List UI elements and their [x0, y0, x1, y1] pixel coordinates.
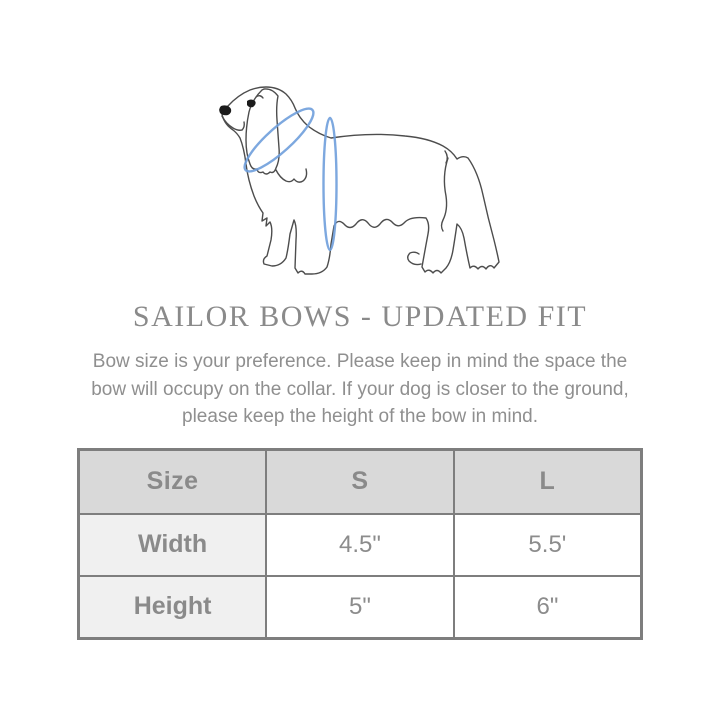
- description-paragraph: [50, 348, 670, 431]
- height-small-value: 5": [266, 576, 454, 639]
- width-small-value: 4.5": [266, 514, 454, 576]
- header-cell-small: S: [266, 449, 454, 514]
- row-label-height: Height: [79, 576, 267, 639]
- header-cell-size: Size: [79, 449, 267, 514]
- table-row-height: [79, 576, 642, 639]
- size-chart-header-row: [79, 449, 642, 514]
- dog-illustration: [0, 0, 720, 300]
- page-title: SAILOR BOWS - UPDATED FIT: [132, 300, 588, 333]
- description-line: bow will occupy on the collar. If your dog is closer to the ground,: [91, 378, 629, 400]
- table-row-width: [79, 514, 642, 576]
- dog-far-rear-paw: [408, 252, 421, 264]
- size-chart-table: [77, 448, 643, 640]
- header-cell-large: L: [454, 449, 642, 514]
- description-line: please keep the height of the bow in mind.: [182, 406, 538, 427]
- description-line: Bow size is your preference. Please keep in mind the space the: [92, 351, 628, 372]
- dog-figure: [0, 0, 720, 300]
- row-label-width: Width: [79, 514, 267, 576]
- width-large-value: 5.5': [454, 514, 642, 576]
- height-large-value: 6": [454, 576, 642, 639]
